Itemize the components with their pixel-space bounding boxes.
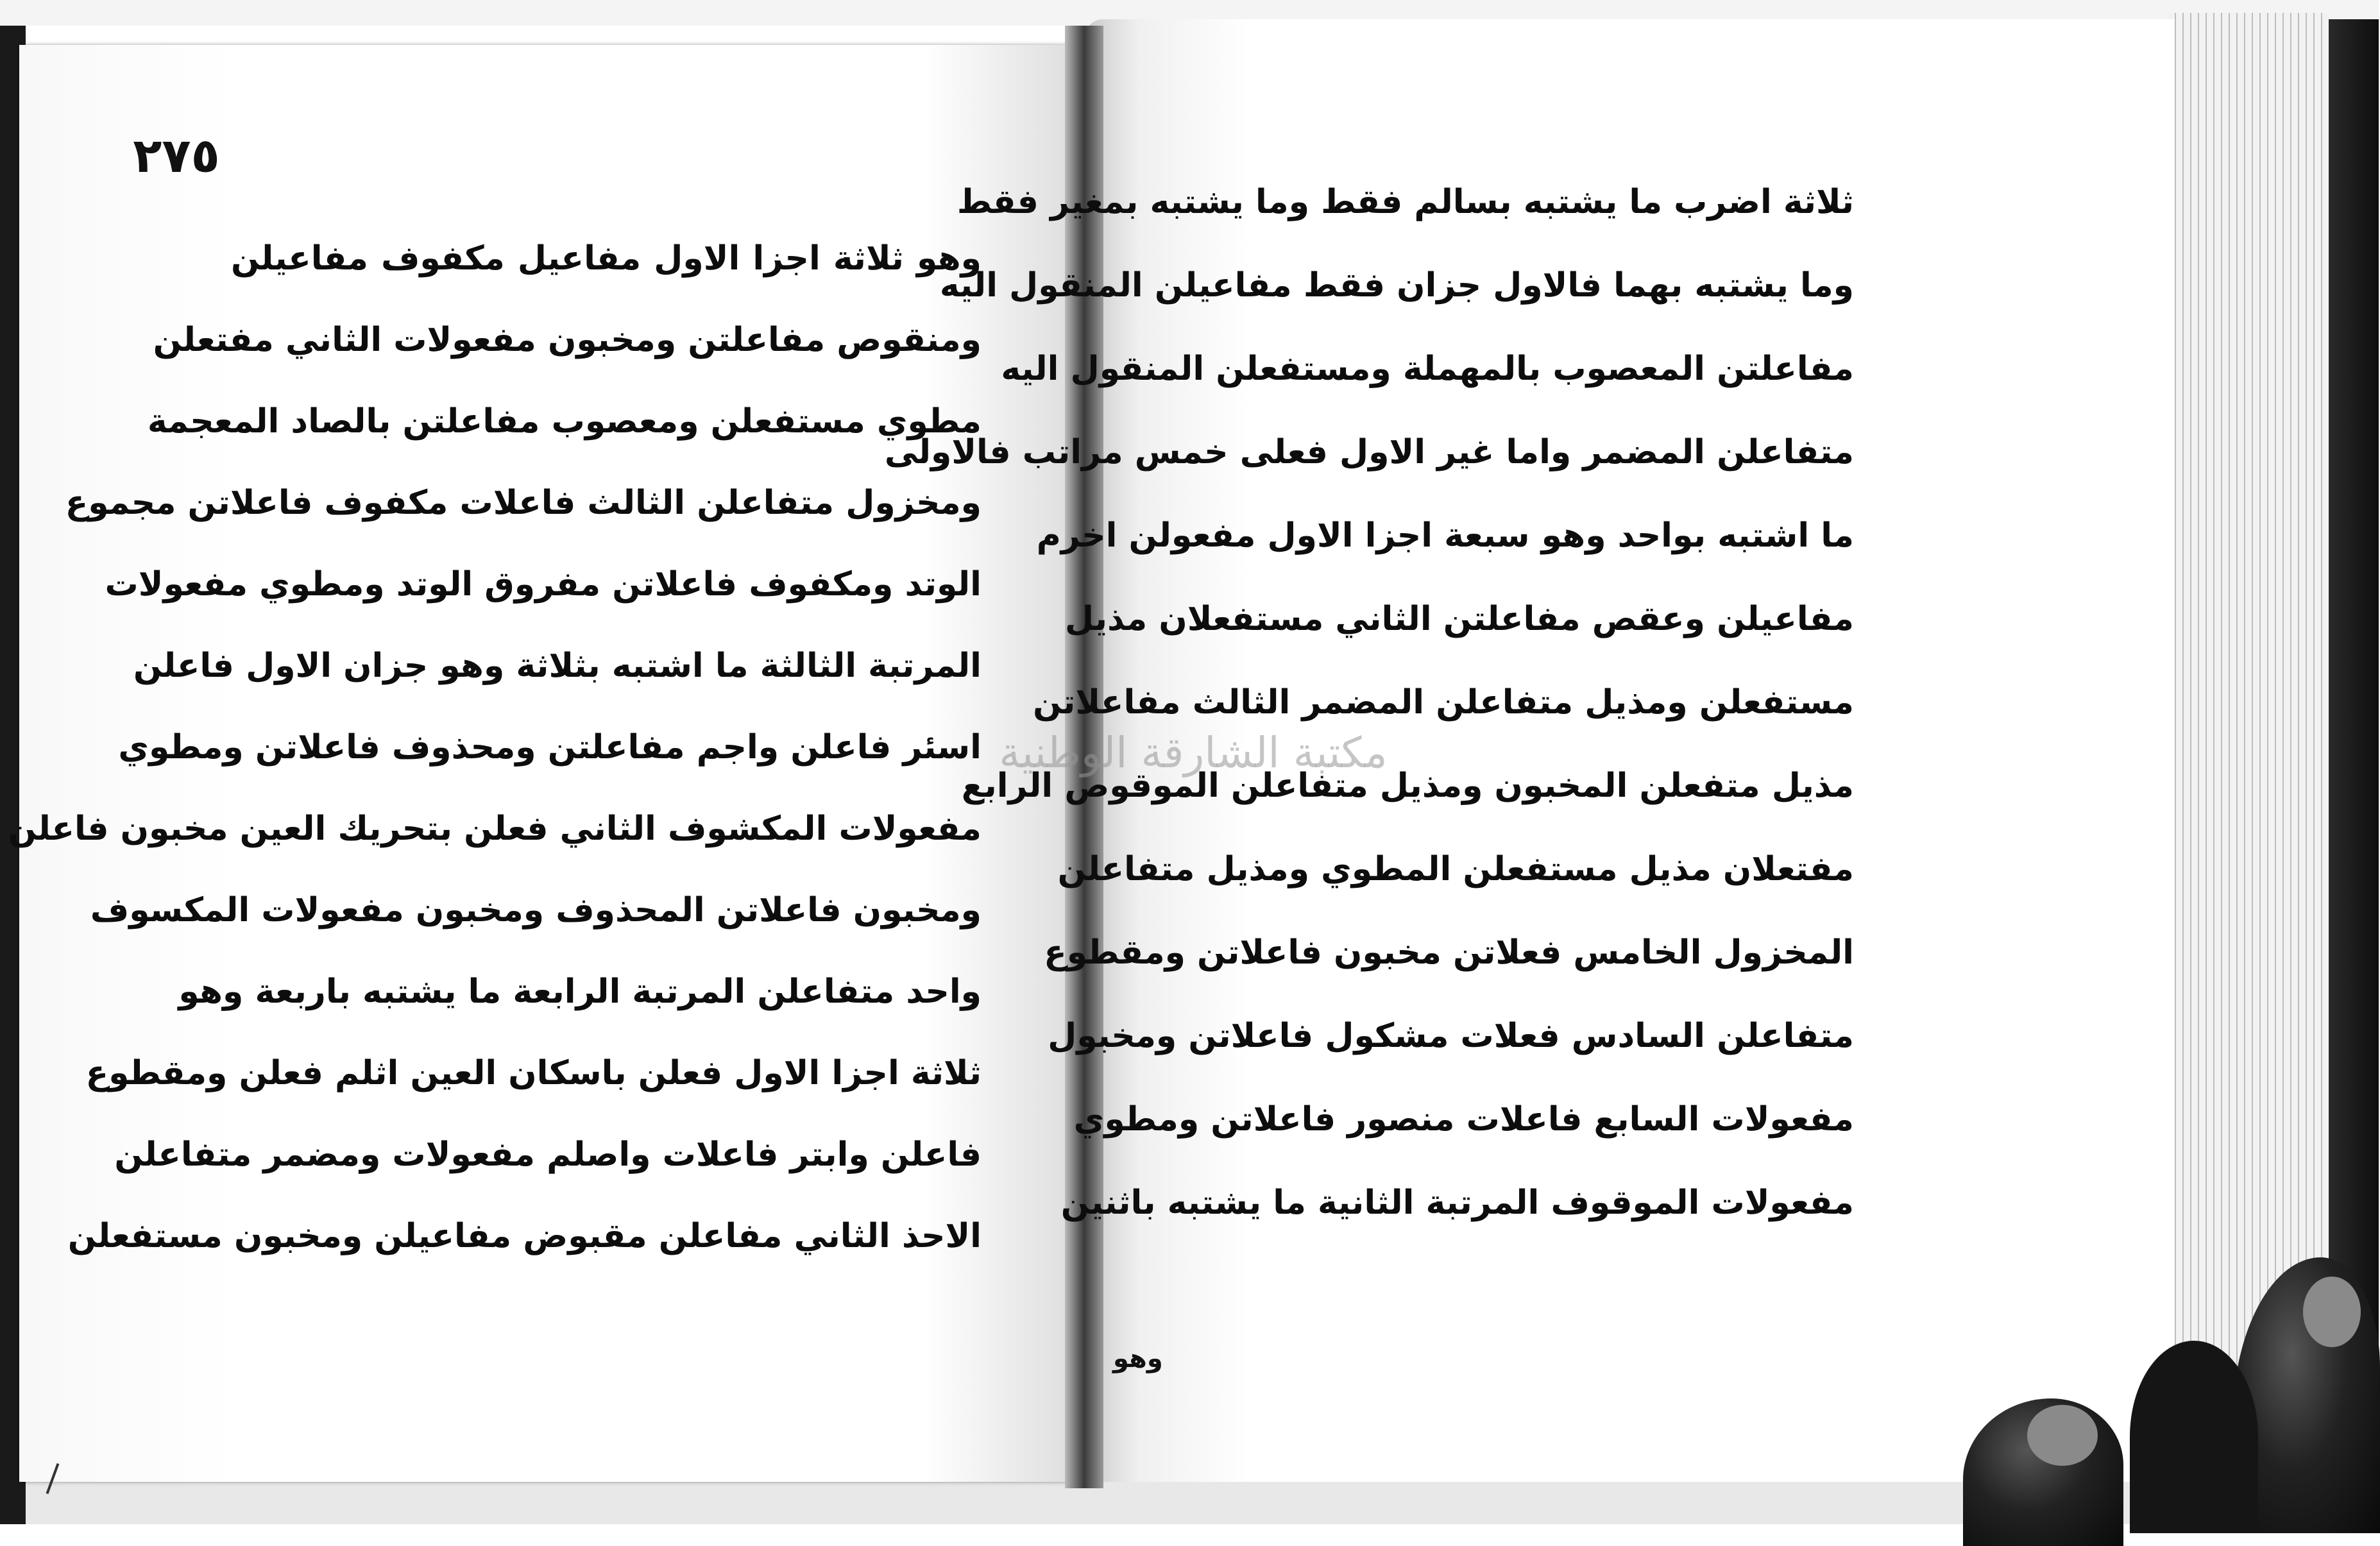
text-line: فاعلن وابتر فاعلات واصلم مفعولات ومضمر متفاعلن [114, 1135, 982, 1174]
finger-shape [2130, 1341, 2258, 1533]
text-line: مطوي مستفعلن ومعصوب مفاعلتن بالصاد المعجمة [147, 402, 982, 441]
text-line: مفاعيلن وعقص مفاعلتن الثاني مستفعلان مذيل [1065, 600, 1854, 638]
text-line: وهو ثلاثة اجزا الاول مفاعيل مكفوف مفاعيلن [231, 239, 982, 278]
text-line: المرتبة الثالثة ما اشتبه بثلاثة وهو جزان الاول فاعلن [133, 647, 982, 685]
library-watermark: مكتبة الشارقة الوطنية [999, 728, 1388, 777]
text-line: المخزول الخامس فعلاتن مخبون فاعلاتن ومقطوع [1044, 933, 1854, 972]
left-page-text-block [8, 218, 982, 1277]
right-page-text-block [884, 160, 1854, 1244]
text-line: الوتد ومكفوف فاعلاتن مفروق الوتد ومطوي مفعولات [105, 565, 982, 604]
page-number: ٢٧٥ [133, 128, 220, 183]
text-line: مفعولات السابع فاعلات منصور فاعلاتن ومطوي [1073, 1100, 1854, 1139]
text-line: اسئر فاعلن واجم مفاعلتن ومحذوف فاعلاتن ومطوي [118, 728, 982, 767]
text-line: مذيل متفعلن المخبون ومذيل متفاعلن الموقوص الرابع [961, 767, 1854, 805]
fingernail-shape [2303, 1277, 2361, 1347]
text-line: واحد متفاعلن المرتبة الرابعة ما يشتبه باربعة وهو [178, 973, 982, 1011]
text-line: ثلاثة اضرب ما يشتبه بسالم فقط وما يشتبه بمغير فقط [956, 183, 1854, 221]
text-line: ما اشتبه بواحد وهو سبعة اجزا الاول مفعولن اخرم [1036, 516, 1854, 555]
text-line: ومنقوص مفاعلتن ومخبون مفعولات الثاني مفتعلن [153, 321, 982, 359]
text-line: مفعولات الموقوف المرتبة الثانية ما يشتبه باثنين [1060, 1184, 1854, 1222]
text-line: مفاعلتن المعصوب بالمهملة ومستفعلن المنقول اليه [1001, 350, 1854, 388]
text-line: ومخبون فاعلاتن المحذوف ومخبون مفعولات المكسوف [90, 891, 982, 930]
text-line: مستفعلن ومذيل متفاعلن المضمر الثالث مفاعلاتن [1033, 683, 1854, 722]
text-line: مفتعلان مذيل مستفعلن المطوي ومذيل متفاعلن [1057, 850, 1854, 888]
text-line: وما يشتبه بهما فالاول جزان فقط مفاعيلن المنقول اليه [939, 266, 1854, 305]
text-line: الاحذ الثاني مفاعلن مقبوض مفاعيلن ومخبون مستفعلن [67, 1217, 982, 1255]
text-line: ثلاثة اجزا الاول فعلن باسكان العين اثلم فعلن ومقطوع [85, 1054, 982, 1092]
text-line: مفعولات المكشوف الثاني فعلن بتحريك العين مخبون فاعلن [8, 810, 982, 848]
text-line: ومخزول متفاعلن الثالث فاعلات مكفوف فاعلاتن مجموع [65, 484, 982, 522]
catchword: وهو [1113, 1344, 1163, 1373]
text-line: متفاعلن المضمر واما غير الاول فعلى خمس مراتب فالاولى [884, 433, 1854, 471]
text-line: متفاعلن السادس فعلات مشكول فاعلاتن ومخبول [1048, 1017, 1854, 1055]
fingernail-shape [2027, 1405, 2098, 1466]
